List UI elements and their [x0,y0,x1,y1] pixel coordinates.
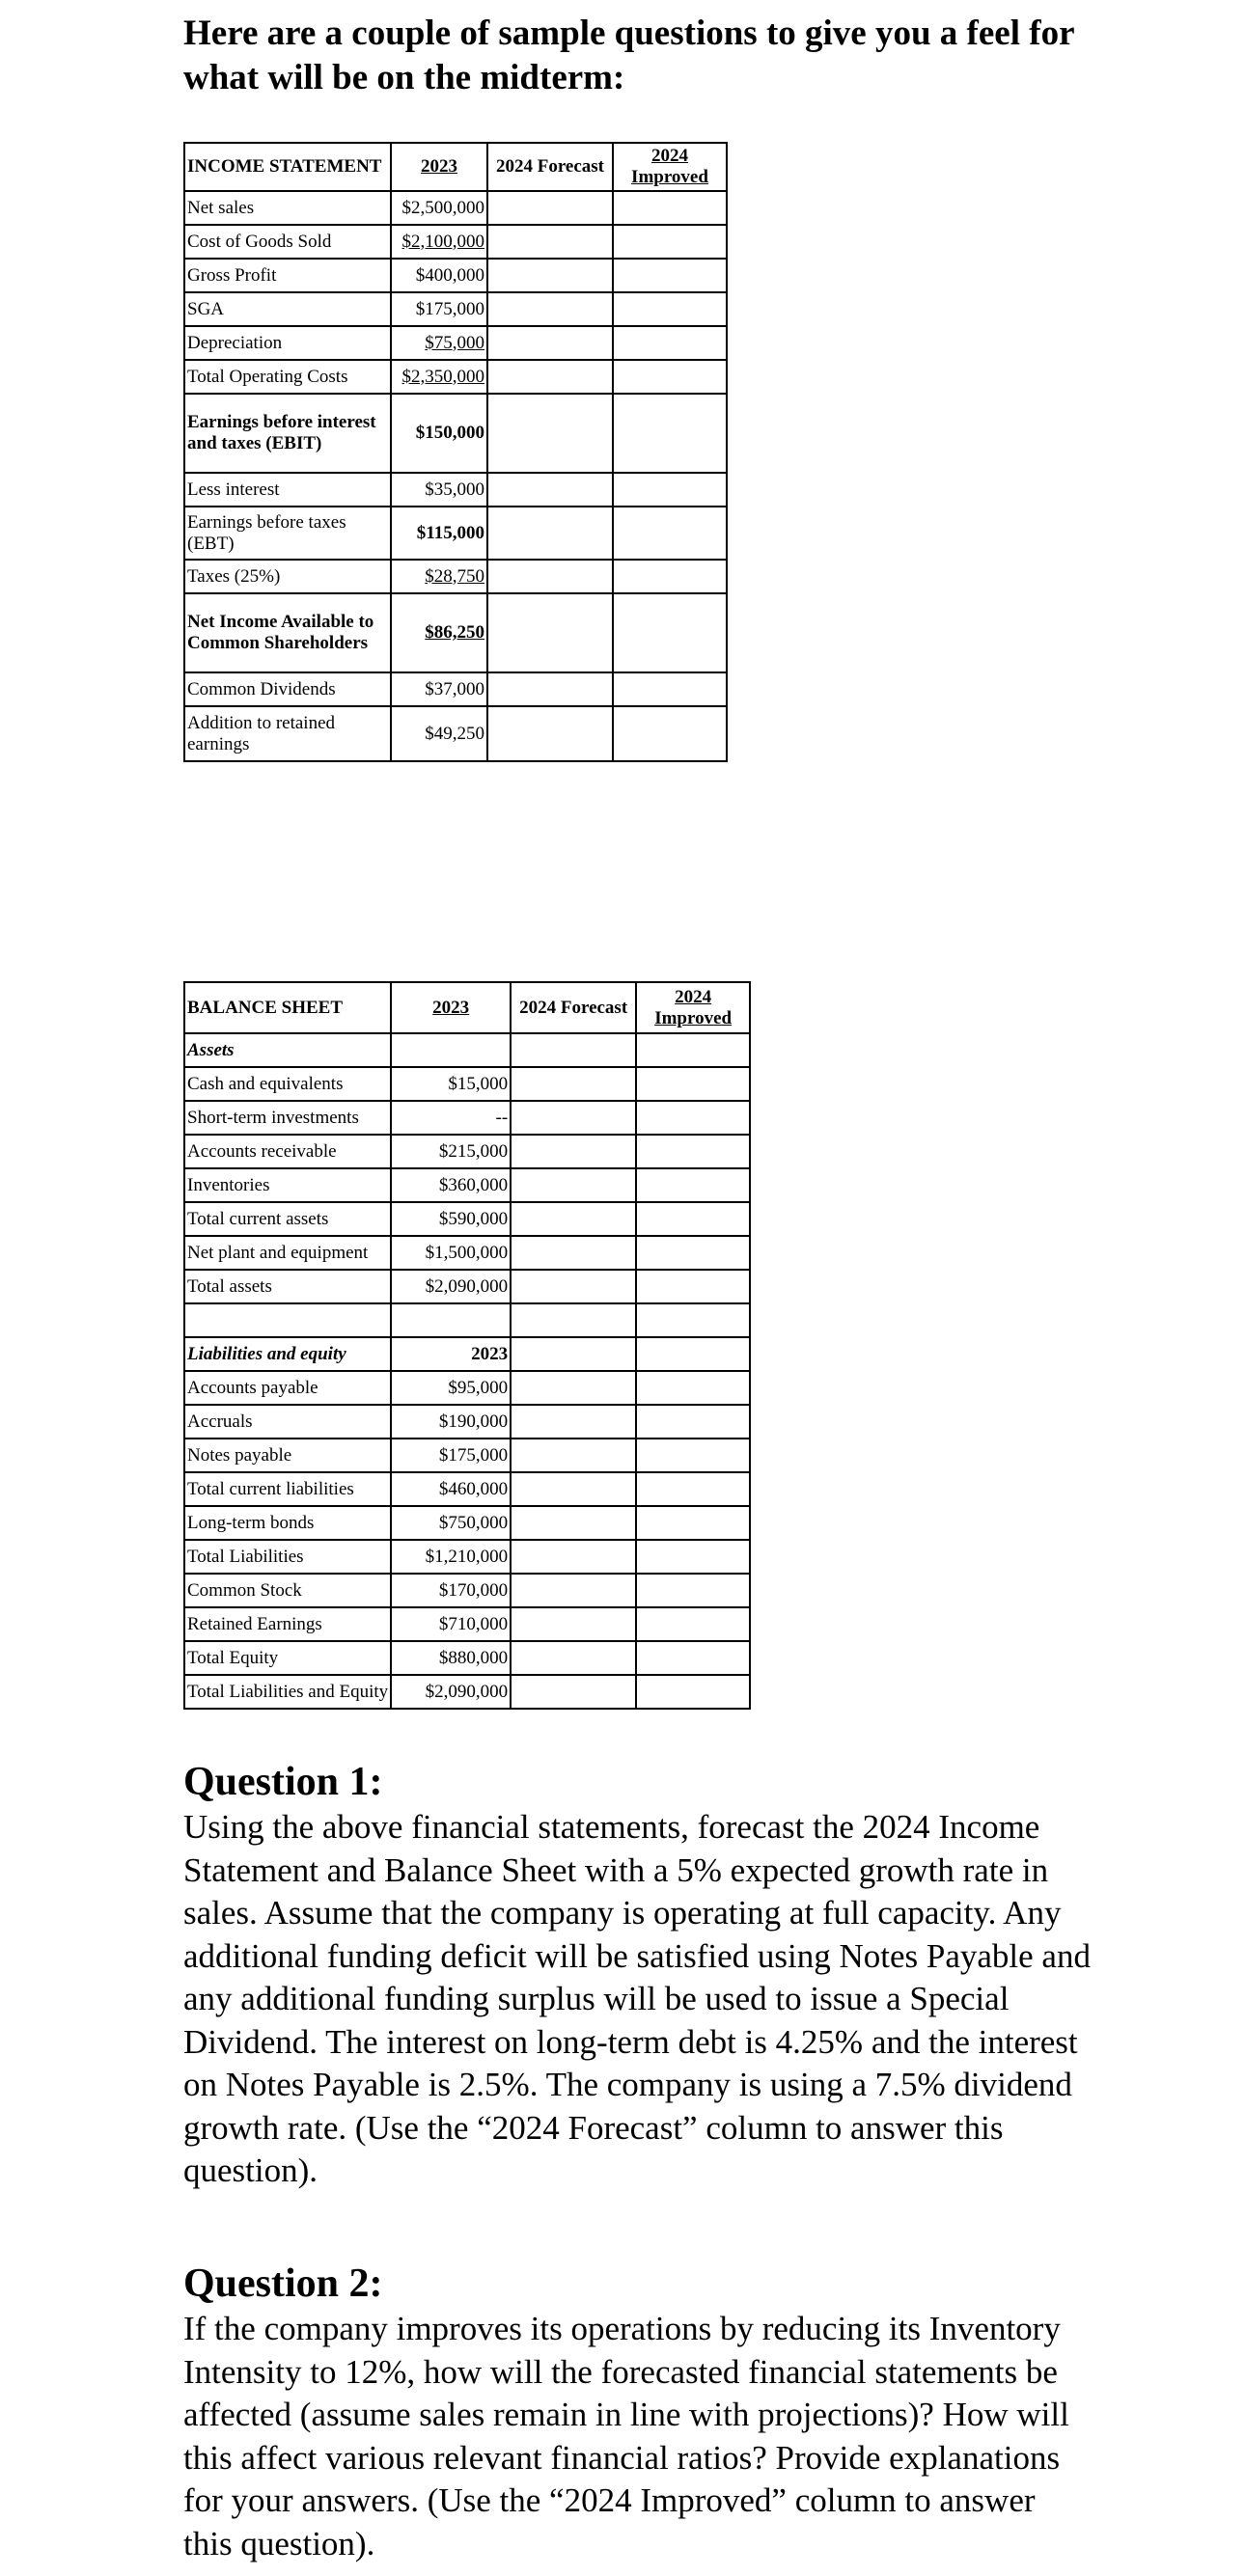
row-label: Depreciation [184,326,391,360]
balance-col-forecast: 2024 Forecast [511,982,636,1033]
improved-cell [636,1135,750,1168]
row-label: Common Dividends [184,672,391,706]
improved-cell [636,1202,750,1236]
row-label: Accounts receivable [184,1135,391,1168]
table-row [184,1506,750,1540]
improved-cell [636,1574,750,1607]
improved-cell [636,1405,750,1439]
question-1-body: Using the above financial statements, forecast the 2024 Income Statement and Balance Sheet with a 5% expected growth rate in sales. Assume that the company is operating at full capacity. Any additional funding deficit will be satisfied using Notes Payable and any additional funding surplus will be used to issue a Special Dividend. The interest on long-term debt is 4.25% and the interest on Notes Payable is 2.5%. The company is using a 7.5% dividend growth rate. (Use the “2024 Forecast” column to answer this question). [183,1808,1091,2189]
table-row [184,292,727,326]
improved-cell [636,1439,750,1472]
row-label: Net sales [184,191,391,225]
forecast-cell [487,706,613,761]
improved-cell [613,394,727,473]
row-label: Total Liabilities [184,1540,391,1574]
table-row [184,1033,750,1067]
row-value: $95,000 [391,1371,511,1405]
improved-cell [613,672,727,706]
forecast-cell [511,1540,636,1574]
row-value: $460,000 [391,1472,511,1506]
table-row [184,560,727,593]
improved-cell [636,1506,750,1540]
improved-cell [636,1101,750,1135]
income-title: INCOME STATEMENT [184,143,391,191]
row-value: $2,500,000 [391,191,487,225]
row-value: $400,000 [391,259,487,292]
improved-cell [636,1168,750,1202]
balance-title: BALANCE SHEET [184,982,391,1033]
row-value: $175,000 [391,1439,511,1472]
table-row [184,191,727,225]
row-label: Common Stock [184,1574,391,1607]
improved-cell [636,1270,750,1303]
row-value: $75,000 [391,326,487,360]
forecast-cell [511,1371,636,1405]
forecast-cell [487,292,613,326]
improved-cell [636,1033,750,1067]
row-value: $750,000 [391,1506,511,1540]
improved-cell [636,1236,750,1270]
forecast-cell [487,394,613,473]
row-label: Cash and equivalents [184,1067,391,1101]
improved-cell [636,1067,750,1101]
forecast-cell [487,593,613,672]
forecast-cell [511,1675,636,1709]
forecast-cell [511,1337,636,1371]
table-row [184,1236,750,1270]
improved-cell [613,191,727,225]
balance-col-improved: 2024 Improved [636,982,750,1033]
row-value: $880,000 [391,1641,511,1675]
table-row [184,593,727,672]
improved-cell [636,1641,750,1675]
row-label: Addition to retained earnings [184,706,391,761]
forecast-cell [487,560,613,593]
forecast-cell [487,326,613,360]
forecast-cell [511,1033,636,1067]
table-row [184,1472,750,1506]
table-row [184,706,727,761]
table-row [184,225,727,259]
income-col-forecast: 2024 Forecast [487,143,613,191]
improved-cell [613,473,727,507]
liabilities-section-label: Liabilities and equity [184,1337,391,1371]
table-row [184,1607,750,1641]
forecast-cell [511,1472,636,1506]
improved-cell [636,1371,750,1405]
row-label: Gross Profit [184,259,391,292]
improved-cell [613,360,727,394]
row-value: $215,000 [391,1135,511,1168]
row-value: $150,000 [391,394,487,473]
improved-cell [636,1337,750,1371]
forecast-cell [511,1641,636,1675]
improved-cell [636,1675,750,1709]
row-label: Less interest [184,473,391,507]
question-2-body: If the company improves its operations by reducing its Inventory Intensity to 12%, how will the forecasted financial statements be affected (assume sales remain in line with projections)? How will this affect various relevant financial ratios? Provide explanations for your answers. (Use the “2024 Improved” column to answer this question). [183,2310,1069,2562]
forecast-cell [511,1574,636,1607]
row-value: $28,750 [391,560,487,593]
improved-cell [613,593,727,672]
forecast-cell [487,507,613,560]
table-row [184,1337,750,1371]
forecast-cell [511,1236,636,1270]
row-value: $590,000 [391,1202,511,1236]
income-header-row [184,143,727,191]
row-label: Accruals [184,1405,391,1439]
question-1-title: Question 1: [183,1760,383,1804]
row-value: $2,090,000 [391,1675,511,1709]
row-label: Total current assets [184,1202,391,1236]
row-value: $710,000 [391,1607,511,1641]
improved-cell [613,292,727,326]
table-row [184,1168,750,1202]
balance-header-row [184,982,750,1033]
table-row [184,672,727,706]
forecast-cell [511,1135,636,1168]
row-value: $15,000 [391,1067,511,1101]
improved-cell [636,1607,750,1641]
table-row [184,1270,750,1303]
forecast-cell [487,259,613,292]
row-label: Total current liabilities [184,1472,391,1506]
question-1 [183,1758,1091,2193]
balance-col-2023: 2023 [391,982,511,1033]
forecast-cell [511,1506,636,1540]
forecast-cell [511,1067,636,1101]
income-statement-table [183,142,728,762]
table-row [184,473,727,507]
row-value: $115,000 [391,507,487,560]
forecast-cell [511,1202,636,1236]
empty-cell [391,1033,511,1067]
row-value: $49,250 [391,706,487,761]
row-value: $2,350,000 [391,360,487,394]
table-row [184,1135,750,1168]
table-row [184,507,727,560]
improved-cell [636,1303,750,1337]
row-label: SGA [184,292,391,326]
table-row [184,1540,750,1574]
forecast-cell [511,1439,636,1472]
forecast-cell [487,360,613,394]
forecast-cell [487,672,613,706]
improved-cell [636,1472,750,1506]
row-value: -- [391,1101,511,1135]
row-value: $35,000 [391,473,487,507]
forecast-cell [511,1303,636,1337]
row-label: Total assets [184,1270,391,1303]
forecast-cell [511,1607,636,1641]
row-label: Notes payable [184,1439,391,1472]
table-row [184,1303,750,1337]
improved-cell [613,507,727,560]
page-heading: Here are a couple of sample questions to give you a feel for what will be on the midterm: [183,14,1074,97]
table-row [184,259,727,292]
forecast-cell [511,1405,636,1439]
row-label: Earnings before taxes (EBT) [184,507,391,560]
improved-cell [613,259,727,292]
income-col-improved: 2024 Improved [613,143,727,191]
row-label: Total Liabilities and Equity [184,1675,391,1709]
income-col-2023: 2023 [391,143,487,191]
row-value: $190,000 [391,1405,511,1439]
assets-section-label: Assets [184,1033,391,1067]
row-label: Earnings before interest and taxes (EBIT) [184,394,391,473]
row-value: $2,090,000 [391,1270,511,1303]
improved-cell [613,706,727,761]
row-label: Short-term investments [184,1101,391,1135]
forecast-cell [511,1270,636,1303]
forecast-cell [511,1101,636,1135]
row-value: $37,000 [391,672,487,706]
row-value: $1,210,000 [391,1540,511,1574]
row-label: Cost of Goods Sold [184,225,391,259]
improved-cell [613,326,727,360]
forecast-cell [511,1168,636,1202]
row-value: $86,250 [391,593,487,672]
row-value: $360,000 [391,1168,511,1202]
table-row [184,394,727,473]
empty-cell [391,1303,511,1337]
question-2 [183,2260,1091,2565]
table-row [184,1101,750,1135]
question-2-title: Question 2: [183,2261,383,2306]
improved-cell [613,225,727,259]
row-value: $175,000 [391,292,487,326]
table-row [184,360,727,394]
forecast-cell [487,191,613,225]
row-value: $2,100,000 [391,225,487,259]
row-label: Net plant and equipment [184,1236,391,1270]
table-row [184,326,727,360]
table-row [184,1405,750,1439]
row-label: Total Operating Costs [184,360,391,394]
row-label: Taxes (25%) [184,560,391,593]
row-label: Accounts payable [184,1371,391,1405]
row-label: Retained Earnings [184,1607,391,1641]
row-value: $1,500,000 [391,1236,511,1270]
liabilities-col-2023: 2023 [391,1337,511,1371]
improved-cell [613,560,727,593]
row-label: Net Income Available to Common Shareholders [184,593,391,672]
table-row [184,1439,750,1472]
empty-cell [184,1303,391,1337]
table-row [184,1641,750,1675]
row-label: Total Equity [184,1641,391,1675]
row-label: Inventories [184,1168,391,1202]
row-value: $170,000 [391,1574,511,1607]
row-label: Long-term bonds [184,1506,391,1540]
table-row [184,1574,750,1607]
forecast-cell [487,473,613,507]
table-row [184,1371,750,1405]
table-row [184,1202,750,1236]
table-row [184,1067,750,1101]
balance-sheet-table [183,981,751,1710]
forecast-cell [487,225,613,259]
improved-cell [636,1540,750,1574]
table-row [184,1675,750,1709]
